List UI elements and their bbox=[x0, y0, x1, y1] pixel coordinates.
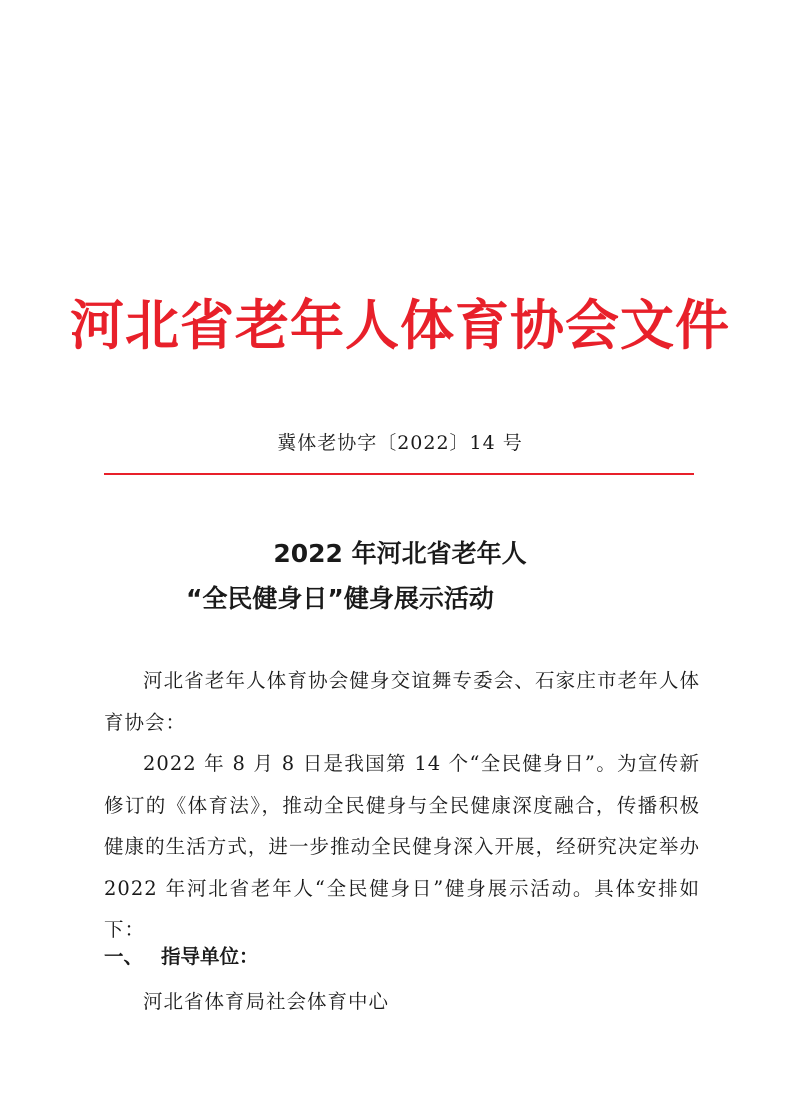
section-heading bbox=[104, 936, 259, 977]
red-divider-line bbox=[104, 473, 694, 475]
section-content: 河北省体育局社会体育中心 bbox=[143, 990, 390, 1013]
document-header-title: 河北省老年人体育协会文件 bbox=[70, 294, 730, 357]
section-number: 一、 bbox=[104, 945, 144, 968]
body-paragraph: 2022 年 8 月 8 日是我国第 14 个“全民健身日”。为宣传新修订的《体育法》，推动全民健身与全民健康深度融合，传播积极健康的生活方式，进一步推动全民健身深入开展，经研究决定举办 2022 年河北省老年人“全民健身日”健身展示活动。具体安排如下： bbox=[104, 752, 700, 941]
salutation: 河北省老年人体育协会健身交谊舞专委会、石家庄市老年人体育协会： bbox=[104, 669, 700, 734]
section-heading-label: 指导单位： bbox=[161, 945, 259, 968]
document-title-line-2: “全民健身日”健身展示活动 bbox=[186, 584, 494, 613]
document-number: 冀体老协字〔2022〕14 号 bbox=[277, 432, 523, 454]
document-title-line-1: 2022 年河北省老年人 bbox=[273, 539, 527, 568]
document-body bbox=[104, 660, 700, 951]
